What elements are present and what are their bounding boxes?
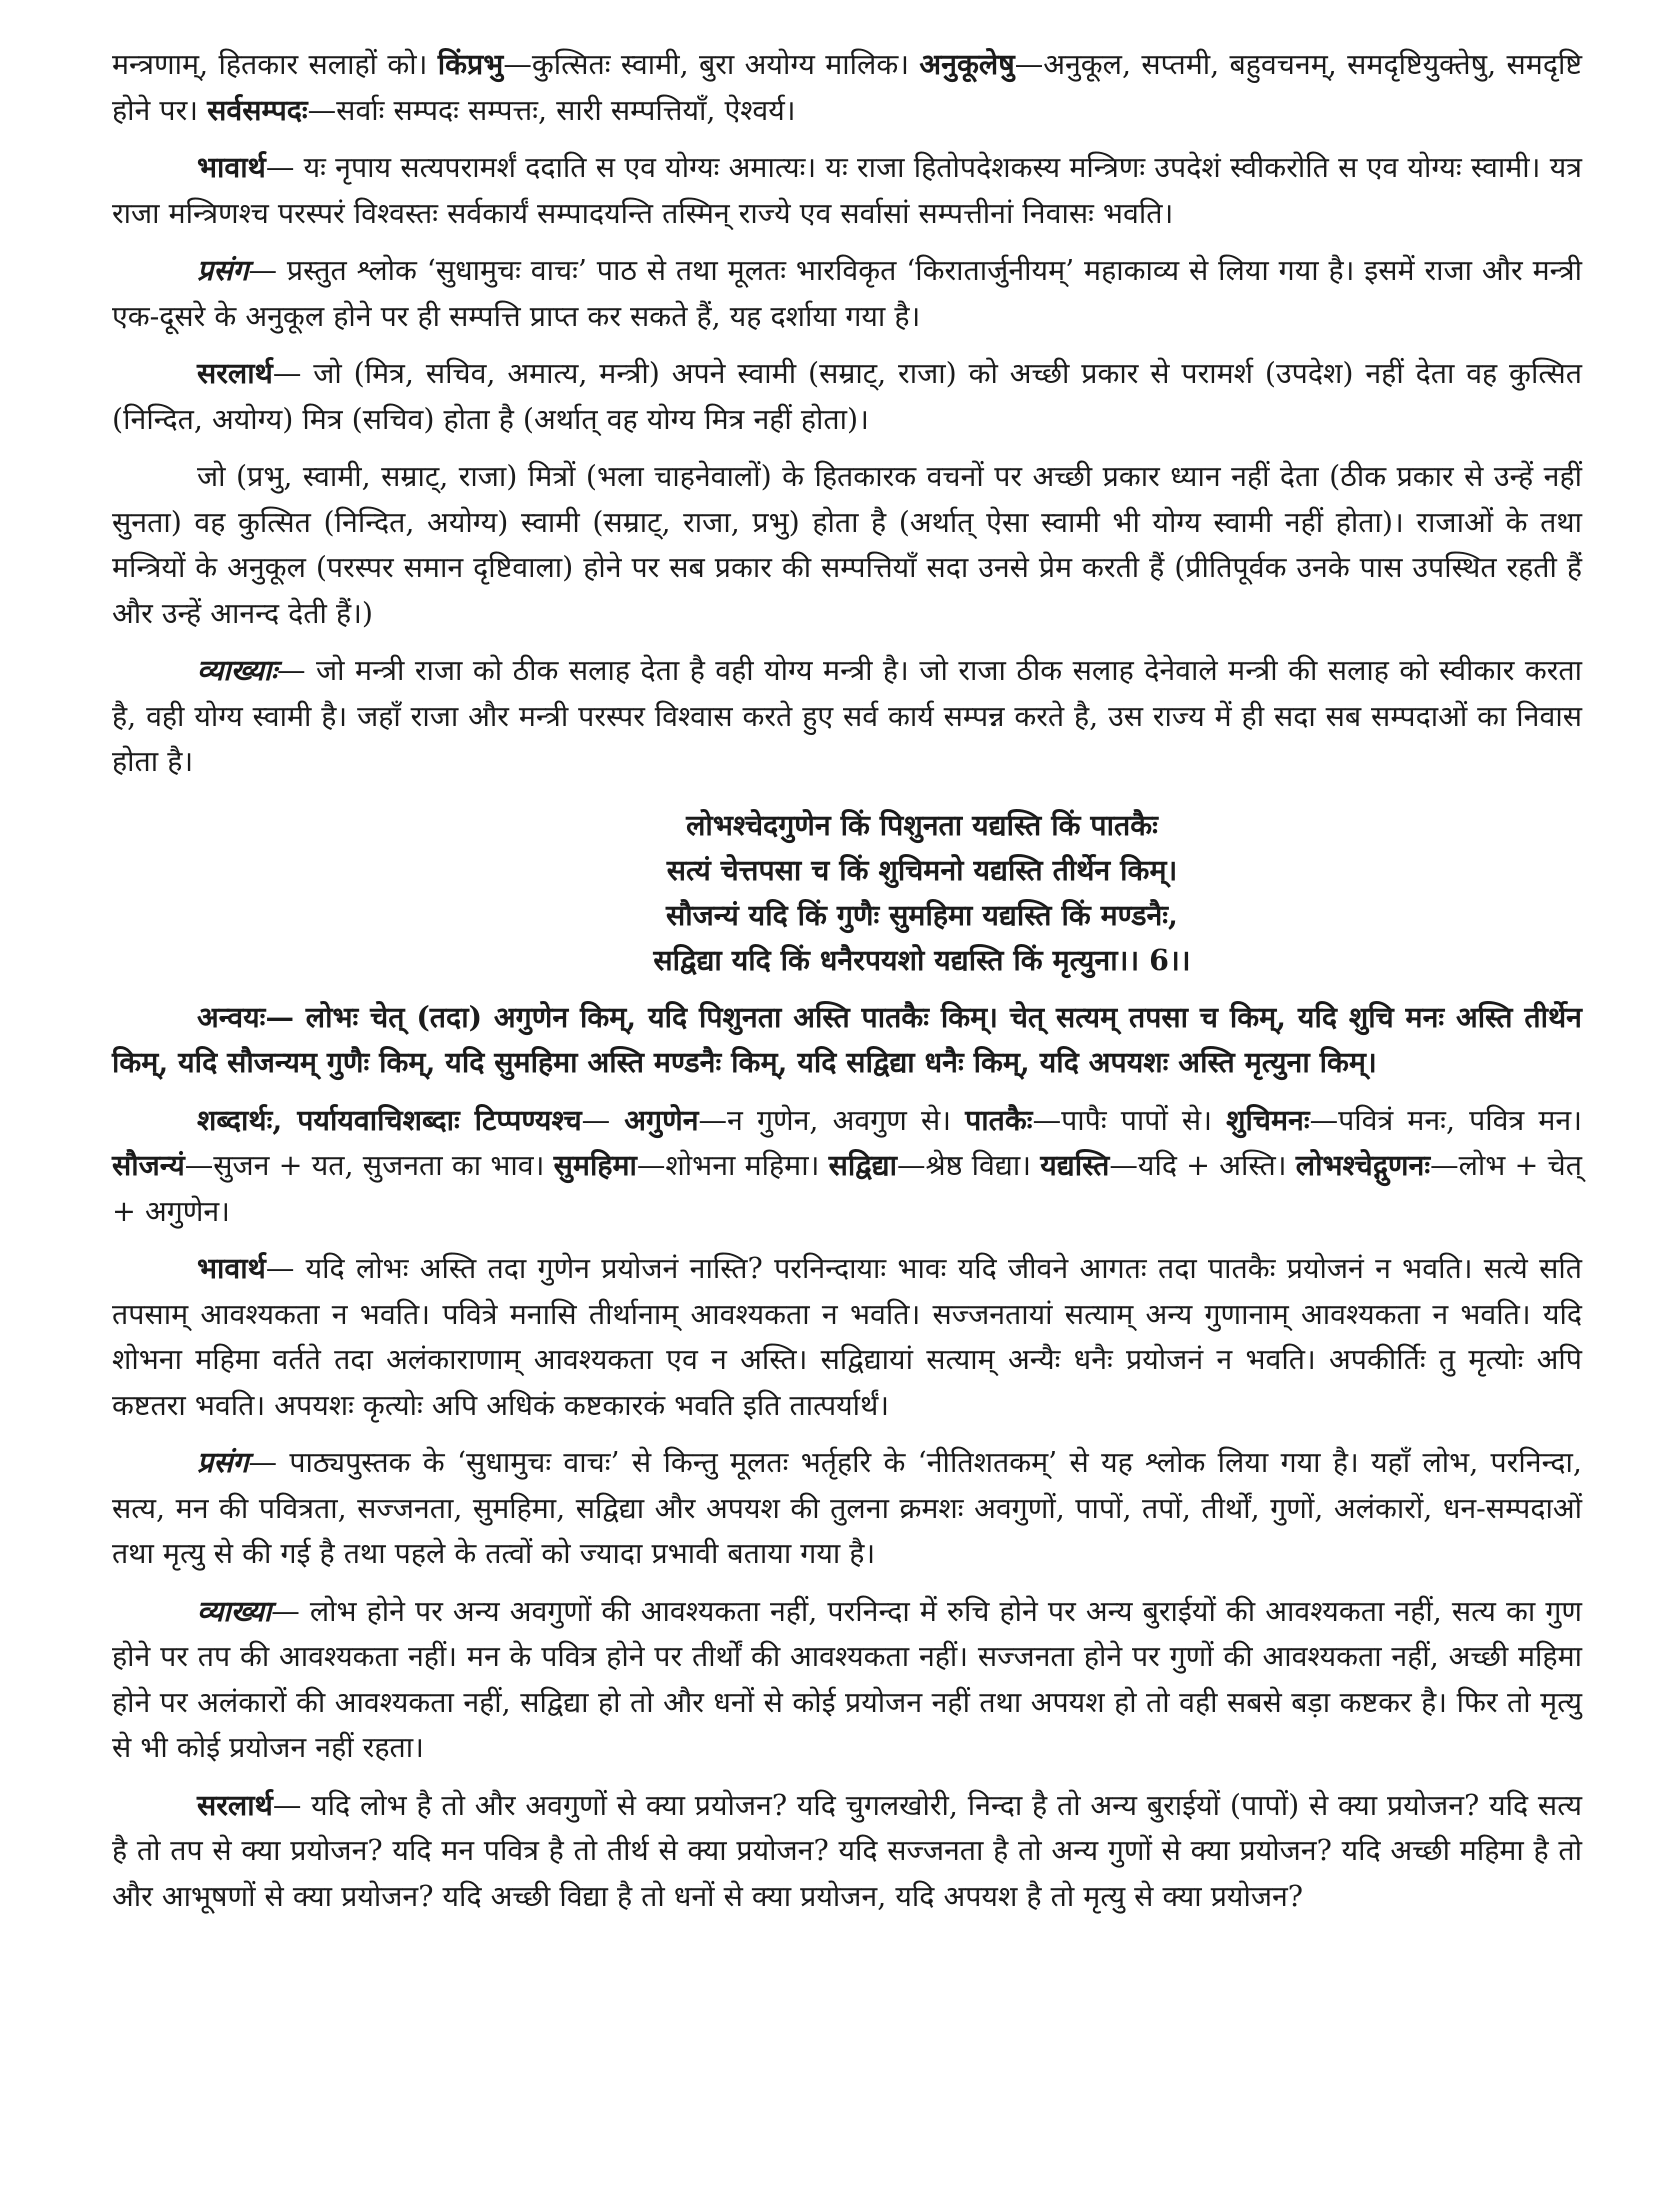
- term: सर्वसम्पदः: [207, 92, 308, 127]
- text: —कुत्सितः स्वामी, बुरा अयोग्य मालिक।: [503, 48, 920, 81]
- section-label: सरलार्थ: [197, 356, 273, 390]
- vyakhya-paragraph-2: [112, 1589, 1582, 1771]
- text: —यदि + अस्ति।: [1109, 1149, 1296, 1182]
- prasang-paragraph-2: [112, 1440, 1582, 1577]
- term: लोभश्चेद्गुणनः: [1295, 1148, 1431, 1182]
- glossary-continuation: [112, 42, 1582, 133]
- term: सौजन्यं: [112, 1148, 185, 1182]
- section-label: अन्वयः: [197, 999, 266, 1034]
- term: यद्यस्ति: [1040, 1148, 1110, 1182]
- text: मन्त्रणाम्, हितकार सलाहों को।: [112, 48, 438, 81]
- section-label: व्याख्या: [197, 1593, 272, 1628]
- section-text: — लोभः चेत् (तदा) अगुणेन किम्, यदि पिशुनता अस्ति पातकैः किम्। चेत् सत्यम् तपसा च किम्, यदि शुचि मनः अस्ति तीर्थेन किम्, यदि सौजन्यम् गुणैः किम्, यदि सुमहिमा अस्ति मण्डनैः किम्, यदि सद्विद्या धनैः किम्, यदि अपयशः अस्ति मृत्युना किम्।: [112, 999, 1582, 1079]
- verse-line: लोभश्चेदगुणेन किं पिशुनता यद्यस्ति किं पातकैः: [686, 807, 1158, 842]
- section-text: — यः नृपाय सत्यपरामर्शं ददाति स एव योग्यः अमात्यः। यः राजा हितोपदेशकस्य मन्त्रिणः उपदेशं स्वीकरोति स एव योग्यः स्वामी। यत्र राजा मन्त्रिणश्च परस्परं विश्वस्तः सर्वकार्यं सम्पादयन्ति तस्मिन् राज्ये एव सर्वासां सम्पत्तीनां निवासः भवति।: [112, 151, 1582, 230]
- term: अगुणेन: [624, 1102, 699, 1137]
- text: —शोभना महिमा।: [636, 1149, 829, 1182]
- text: —श्रेष्ठ विद्या।: [896, 1149, 1041, 1182]
- verse-line: सौजन्यं यदि किं गुणैः सुमहिमा यद्यस्ति किं मण्डनैः,: [666, 897, 1178, 932]
- section-label: व्याख्याः: [197, 653, 277, 687]
- section-text: — यदि लोभ है तो और अवगुणों से क्या प्रयोजन? यदि चुगलखोरी, निन्दा है तो अन्य बुराईयों (पापों) से क्या प्रयोजन? यदि सत्य है तो तप से क्या प्रयोजन? यदि मन पवित्र है तो तीर्थ से क्या प्रयोजन? यदि सज्जनता है तो अन्य गुणों से क्या प्रयोजन? यदि अच्छी महिमा है तो और आभूषणों से क्या प्रयोजन? यदि अच्छी विद्या है तो धनों से क्या प्रयोजन, यदि अपयश है तो मृत्यु से क्या प्रयोजन?: [112, 1788, 1582, 1913]
- section-text: — जो (मित्र, सचिव, अमात्य, मन्त्री) अपने स्वामी (सम्राट्, राजा) को अच्छी प्रकार से परामर्श (उपदेश) नहीं देता वह कुत्सित (निन्दित, अयोग्य) मित्र (सचिव) होता है (अर्थात् वह योग्य मित्र नहीं होता)।: [112, 357, 1582, 436]
- term: अनुकूलेषु: [919, 47, 1015, 81]
- text: —लोभ + चेत् + अगुणेन।: [112, 1149, 1582, 1228]
- shabdarth-paragraph: [112, 1098, 1582, 1235]
- section-text: — जो मन्त्री राजा को ठीक सलाह देता है वही योग्य मन्त्री है। जो राजा ठीक सलाह देनेवाले मन्त्री की सलाह को स्वीकार करता है, वही योग्य स्वामी है। जहाँ राजा और मन्त्री परस्पर विश्वास करते हुए सर्व कार्य सम्पन्न करते है, उस राज्य में ही सदा सब सम्पदाओं का निवास होता है।: [112, 654, 1582, 778]
- section-text: — प्रस्तुत श्लोक ‘सुधामुचः वाचः’ पाठ से तथा मूलतः भारविकृत ‘किरातार्जुनीयम्’ महाकाव्य से लिया गया है। इसमें राजा और मन्त्री एक-दूसरे के अनुकूल होने पर ही सम्पत्ति प्राप्त कर सकते हैं, यह दर्शाया गया है।: [112, 254, 1582, 333]
- text: —पवित्रं मनः, पवित्र मन।: [1309, 1103, 1583, 1137]
- text: —पापैः पापों से।: [1032, 1103, 1227, 1137]
- section-text: — लोभ होने पर अन्य अवगुणों की आवश्यकता नहीं, परनिन्दा में रुचि होने पर अन्य बुराईयों की आवश्यकता नहीं, सत्य का गुण होने पर तप की आवश्यकता नहीं। मन के पवित्र होने पर तीर्थों की आवश्यकता नहीं। सज्जनता होने पर गुणों की आवश्यकता नहीं, अच्छी महिमा होने पर अलंकारों की आवश्यकता नहीं, सद्विद्या हो तो और धनों से कोई प्रयोजन नहीं तथा अपयश हो तो वही सबसे बड़ा कष्टकर है। फिर तो मृत्यु से भी कोई प्रयोजन नहीं रहता।: [112, 1594, 1582, 1764]
- saralarth-paragraph-2: [112, 1783, 1582, 1920]
- section-label: भावार्थ: [197, 150, 266, 184]
- vyakhya-paragraph-1: [112, 648, 1582, 785]
- term: शुचिमनः: [1226, 1102, 1310, 1137]
- section-label: प्रसंग: [197, 1445, 249, 1479]
- section-text: जो (प्रभु, स्वामी, सम्राट्, राजा) मित्रों (भला चाहनेवालों) के हितकारक वचनों पर अच्छी प्रकार ध्यान नहीं देता (ठीक प्रकार से उन्हें नहीं सुनता) वह कुत्सित (निन्दित, अयोग्य) स्वामी (सम्राट्, राजा, प्रभु) होता है (अर्थात् ऐसा स्वामी भी योग्य स्वामी नहीं होता)। राजाओं के तथा मन्त्रियों के अनुकूल (परस्पर समान दृष्टिवाला) होने पर सब प्रकार की सम्पत्तियाँ सदा उनसे प्रेम करती हैं (प्रीतिपूर्वक उनके पास उपस्थित रहती हैं और उन्हें आनन्द देती हैं।): [112, 460, 1582, 630]
- section-text: — पाठ्यपुस्तक के ‘सुधामुचः वाचः’ से किन्तु मूलतः भर्तृहरि के ‘नीतिशतकम्’ से यह श्लोक लिया गया है। यहाँ लोभ, परनिन्दा, सत्य, मन की पवित्रता, सज्जनता, सुमहिमा, सद्विद्या और अपयश की तुलना क्रमशः अवगुणों, पापों, तपों, तीर्थों, गुणों, अलंकारों, धन-सम्पदाओं तथा मृत्यु से की गई है तथा पहले के तत्वों को ज्यादा प्रभावी बताया गया है।: [112, 1446, 1582, 1570]
- saralarth-paragraph-1b: [112, 454, 1582, 636]
- term: सद्विद्या: [828, 1148, 897, 1182]
- term: सुमहिमा: [553, 1148, 637, 1182]
- document-page: [112, 42, 1582, 1931]
- section-label: प्रसंग: [197, 253, 249, 287]
- section-label: भावार्थ: [197, 1251, 266, 1285]
- text: —: [581, 1103, 625, 1137]
- bhavarth-paragraph-1: [112, 145, 1582, 236]
- text: —अनुकूल, सप्तमी, बहुवचनम्, समदृष्टियुक्तेषु, समदृष्टि होने पर।: [112, 48, 1583, 127]
- verse-line: सद्विद्या यदि किं धनैरपयशो यद्यस्ति किं मृत्युना।। 6।।: [653, 942, 1191, 977]
- prasang-paragraph-1: [112, 248, 1582, 339]
- section-text: — यदि लोभः अस्ति तदा गुणेन प्रयोजनं नास्ति? परनिन्दायाः भावः यदि जीवने आगतः तदा पातकैः प्रयोजनं न भवति। सत्ये सति तपसाम् आवश्यकता न भवति। पवित्रे मनासि तीर्थानाम् आवश्यकता न भवति। सज्जनतायां सत्याम् अन्य गुणानाम् आवश्यकता न भवति। यदि शोभना महिमा वर्तते तदा अलंकाराणाम् आवश्यकता एव न अस्ति। सद्विद्यायां सत्याम् अन्यैः धनैः प्रयोजनं न भवति। अपकीर्तिः तु मृत्योः अपि कष्टतरा भवति। अपयशः कृत्योः अपि अधिकं कष्टकारकं भवति इति तात्पर्यार्थं।: [112, 1252, 1582, 1422]
- section-label: सरलार्थ: [197, 1787, 273, 1822]
- text: —सुजन + यत, सुजनता का भाव।: [184, 1149, 554, 1182]
- text: —न गुणेन, अवगुण से।: [698, 1103, 966, 1137]
- term: पातकैः: [965, 1102, 1033, 1137]
- verse-line: सत्यं चेत्तपसा च किं शुचिमनो यद्यस्ति तीर्थेन किम्।: [666, 852, 1178, 887]
- term: किंप्रभु: [437, 47, 504, 81]
- text: —सर्वाः सम्पदः सम्पत्तः, सारी सम्पत्तियाँ, ऐश्वर्य।: [307, 93, 796, 127]
- bhavarth-paragraph-2: [112, 1246, 1582, 1428]
- anvaya-paragraph: [112, 995, 1582, 1086]
- saralarth-paragraph-1: [112, 351, 1582, 442]
- section-label: शब्दार्थः, पर्यायवाचिशब्दाः टिप्पण्यश्च: [197, 1102, 582, 1137]
- sanskrit-verse: [112, 803, 1582, 983]
